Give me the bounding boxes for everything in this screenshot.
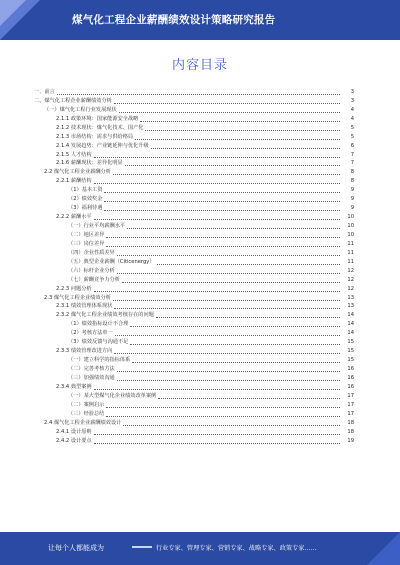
toc-page-number: 14: [347, 330, 354, 337]
toc-page-number: 17: [347, 392, 354, 399]
toc-leader-dots: [94, 434, 340, 435]
toc-entry-text: 2.3.3 绩效管理改进方向: [56, 348, 113, 355]
toc-page-number: 6: [350, 142, 354, 149]
toc-leader-dots: [130, 344, 340, 345]
toc-leader-dots: [127, 228, 340, 229]
toc-leader-dots: [130, 326, 340, 327]
toc-page-number: 11: [347, 249, 354, 256]
toc-leader-dots: [104, 201, 340, 202]
toc-leader-dots: [104, 192, 340, 193]
toc-entry[interactable]: [34, 276, 354, 285]
toc-entry-text: （七）薪酬竞争力分析: [68, 276, 120, 283]
toc-entry-text: 2.2.1 薪酬结构: [56, 178, 92, 185]
toc-page-number: 3: [350, 97, 354, 104]
toc-entry-text: 2.1.6 薪酬现状：差异化明显: [56, 160, 123, 167]
toc-entry-text: 一、前言: [34, 88, 55, 95]
toc-page-number: 12: [347, 267, 354, 274]
toc-entry[interactable]: [34, 213, 354, 222]
toc-entry-text: （1）基本工资: [68, 187, 103, 194]
toc-entry-text: （六）标杆企业分析: [68, 267, 115, 274]
toc-entry[interactable]: [34, 437, 354, 446]
footer-slogan: 让每个人都能成为: [48, 544, 104, 552]
toc-entry[interactable]: [34, 124, 354, 133]
footer-divider: [132, 546, 152, 548]
toc-entry-text: 2.3 煤气化工程企业绩效分析: [44, 294, 111, 301]
toc-page-number: 4: [350, 115, 354, 122]
toc-leader-dots: [106, 237, 340, 238]
toc-page-number: 9: [350, 205, 354, 212]
toc-entry[interactable]: [34, 258, 354, 267]
header-banner: [0, 0, 400, 40]
footer-decoration: [367, 532, 400, 565]
toc-entry[interactable]: [34, 204, 354, 213]
toc-entry[interactable]: [34, 374, 354, 383]
toc-page-number: 3: [350, 88, 354, 95]
toc-leader-dots: [132, 362, 340, 363]
toc-entry-text: 2.3.1 绩效管理体系现状: [56, 303, 113, 310]
toc-page-number: 17: [347, 401, 354, 408]
toc-entry[interactable]: [34, 142, 354, 151]
toc-leader-dots: [117, 380, 340, 381]
toc-leader-dots: [117, 255, 340, 256]
toc-entry[interactable]: [34, 419, 354, 428]
toc-entry-text: （一）行业平均薪酬水平: [68, 223, 126, 230]
toc-entry-text: 2.2.3 问题分析: [56, 285, 92, 292]
toc-leader-dots: [157, 264, 340, 265]
toc-page-number: 17: [347, 410, 354, 417]
toc-page-number: 10: [347, 223, 354, 230]
toc-entry[interactable]: [34, 365, 354, 374]
toc-entry-text: 2.2.2 薪酬水平: [56, 214, 92, 221]
toc-entry[interactable]: [34, 356, 354, 365]
toc-leader-dots: [145, 130, 340, 131]
toc-entry[interactable]: [34, 294, 354, 303]
toc-page-number: 7: [350, 151, 354, 158]
toc-leader-dots: [94, 183, 340, 184]
toc-entry-text: 2.1.2 技术现状：煤气化技术、国产化: [56, 124, 144, 131]
toc-page-number: 18: [347, 419, 354, 426]
toc-page-number: 9: [350, 187, 354, 194]
toc-page-number: 5: [350, 124, 354, 131]
toc-leader-dots: [119, 112, 340, 113]
toc-entry-text: （2）绩效奖金: [68, 196, 103, 203]
toc-entry[interactable]: [34, 97, 354, 106]
toc-page-number: 8: [350, 169, 354, 176]
toc-entry-text: （1）绩效指标设计不合理: [68, 321, 129, 328]
toc-page-number: 4: [350, 106, 354, 113]
toc-entry[interactable]: [34, 177, 354, 186]
toc-entry-text: （四）企业性质差异: [68, 249, 115, 256]
toc-leader-dots: [151, 148, 340, 149]
toc-page-number: 19: [347, 437, 354, 444]
toc-entry[interactable]: [34, 410, 354, 419]
toc-leader-dots: [122, 282, 340, 283]
toc-page-number: 11: [347, 240, 354, 247]
toc-entry-text: （3）绩效反馈与沟通不足: [68, 339, 129, 346]
toc-page-number: 5: [350, 133, 354, 140]
toc-entry[interactable]: [34, 186, 354, 195]
table-of-contents: [34, 88, 354, 446]
toc-page-number: 12: [347, 285, 354, 292]
toc-entry[interactable]: [34, 249, 354, 258]
toc-leader-dots: [104, 210, 340, 211]
toc-entry[interactable]: [34, 106, 354, 115]
toc-entry[interactable]: [34, 401, 354, 410]
toc-page-number: 16: [347, 366, 354, 373]
toc-leader-dots: [114, 353, 340, 354]
toc-entry[interactable]: [34, 168, 354, 177]
toc-entry-text: 2.4.2 设计要点: [56, 437, 92, 444]
toc-entry-text: （三）经验总结: [68, 410, 105, 417]
toc-entry[interactable]: [34, 320, 354, 329]
toc-heading: 内容目录: [171, 58, 228, 73]
toc-leader-dots: [113, 300, 340, 301]
toc-leader-dots: [158, 398, 340, 399]
toc-page-number: 14: [347, 321, 354, 328]
toc-leader-dots: [94, 291, 340, 292]
toc-page-number: 9: [350, 196, 354, 203]
toc-entry[interactable]: [34, 347, 354, 356]
toc-entry-text: （3）福利待遇: [68, 205, 103, 212]
toc-entry[interactable]: [34, 329, 354, 338]
toc-leader-dots: [156, 317, 340, 318]
toc-entry-text: （一）某大型煤气化企业绩效改革案例: [68, 392, 157, 399]
toc-leader-dots: [113, 174, 340, 175]
toc-entry-text: 2.3.2 煤气化工程企业绩效考核存在的问题: [56, 312, 154, 319]
toc-page-number: 16: [347, 374, 354, 381]
toc-entry[interactable]: [34, 303, 354, 312]
toc-leader-dots: [106, 416, 340, 417]
toc-page-number: 13: [347, 294, 354, 301]
toc-entry[interactable]: [34, 383, 354, 392]
toc-page-number: 11: [347, 258, 354, 265]
toc-entry[interactable]: [34, 240, 354, 249]
toc-entry-text: （三）岗位差异: [68, 240, 105, 247]
toc-page-number: 14: [347, 312, 354, 319]
toc-entry-text: （三）加强绩效沟通: [68, 374, 115, 381]
toc-leader-dots: [123, 425, 340, 426]
toc-entry-text: 2.1.5 人才结构: [56, 151, 92, 158]
toc-leader-dots: [117, 273, 340, 274]
toc-entry-text: （二）案例启示: [68, 401, 105, 408]
toc-entry[interactable]: [34, 311, 354, 320]
toc-entry-text: （一）煤气化工程行业发展现状: [44, 106, 117, 113]
toc-entry[interactable]: [34, 231, 354, 240]
toc-entry-text: 2.4 煤气化工程企业薪酬绩效设计: [44, 419, 122, 426]
toc-page-number: 18: [347, 428, 354, 435]
footer-banner: [0, 532, 400, 565]
toc-leader-dots: [106, 407, 340, 408]
toc-leader-dots: [106, 246, 340, 247]
toc-page-number: 10: [347, 231, 354, 238]
toc-entry-text: 2.1.3 市场结构：需求与供给格局: [56, 133, 134, 140]
toc-leader-dots: [57, 94, 340, 95]
toc-entry-text: 2.3.4 典型案例: [56, 383, 92, 390]
toc-entry[interactable]: [34, 160, 354, 169]
toc-entry-text: （二）完善考核方法: [68, 366, 115, 373]
toc-entry[interactable]: [34, 133, 354, 142]
toc-page-number: 13: [347, 303, 354, 310]
toc-entry-text: （2）考核方法单一: [68, 330, 113, 337]
toc-entry[interactable]: [34, 428, 354, 437]
toc-leader-dots: [94, 219, 340, 220]
toc-page-number: 12: [347, 276, 354, 283]
footer-tagline: 行业专家、管理专家、营销专家、战略专家、政策专家……: [156, 545, 317, 552]
toc-entry[interactable]: [34, 88, 354, 97]
header-decoration-inner: [0, 0, 26, 26]
toc-entry[interactable]: [34, 267, 354, 276]
toc-page-number: 15: [347, 339, 354, 346]
toc-entry[interactable]: [34, 338, 354, 347]
toc-leader-dots: [94, 443, 340, 444]
toc-leader-dots: [135, 139, 340, 140]
toc-page-number: 15: [347, 357, 354, 364]
toc-leader-dots: [114, 308, 340, 309]
toc-entry-text: 2.1.1 政策环境：国家能源安全战略: [56, 115, 139, 122]
toc-entry-text: 2.2 煤气化工程企业薪酬分析: [44, 169, 111, 176]
toc-leader-dots: [114, 103, 340, 104]
toc-entry[interactable]: [34, 115, 354, 124]
toc-entry[interactable]: [34, 195, 354, 204]
report-title: 煤气化工程企业薪酬绩效设计策略研究报告: [72, 14, 276, 26]
toc-leader-dots: [125, 165, 340, 166]
toc-leader-dots: [117, 371, 340, 372]
toc-leader-dots: [94, 389, 340, 390]
toc-entry-text: （二）地区差异: [68, 231, 105, 238]
toc-page-number: 10: [347, 214, 354, 221]
toc-leader-dots: [94, 157, 340, 158]
toc-entry-text: 二、煤气化工程企业薪酬绩效分析: [34, 97, 112, 104]
toc-entry-text: （一）建立科学的指标体系: [68, 357, 131, 364]
toc-page-number: 16: [347, 383, 354, 390]
toc-leader-dots: [140, 121, 340, 122]
toc-entry[interactable]: [34, 285, 354, 294]
toc-page-number: 15: [347, 348, 354, 355]
toc-page-number: 8: [350, 178, 354, 185]
toc-page-number: 7: [350, 160, 354, 167]
toc-entry-text: 2.1.4 发展趋势：产业链延伸与优化升级: [56, 142, 149, 149]
toc-leader-dots: [115, 335, 340, 336]
toc-entry-text: （五）典型企业薪酬（Citicenergy）: [68, 258, 155, 265]
toc-entry[interactable]: [34, 392, 354, 401]
toc-entry[interactable]: [34, 151, 354, 160]
toc-entry-text: 2.4.1 设计原则: [56, 428, 92, 435]
toc-entry[interactable]: [34, 222, 354, 231]
